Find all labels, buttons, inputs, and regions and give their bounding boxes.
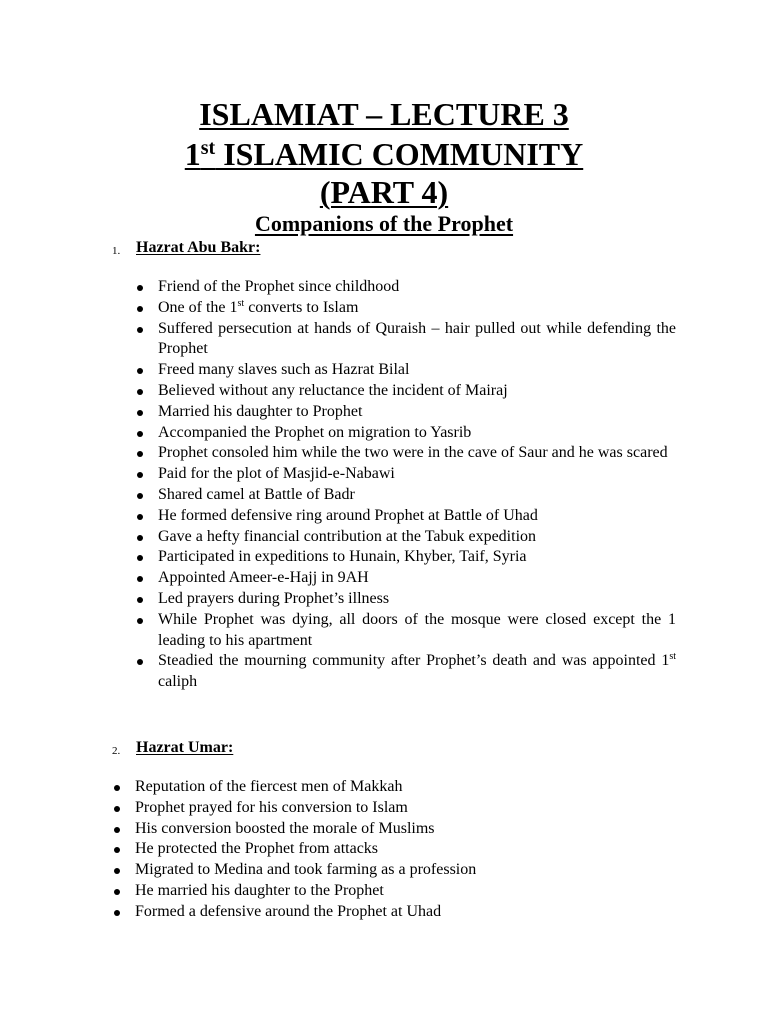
section-title: Hazrat Umar: bbox=[136, 739, 234, 756]
bullet-dot-icon bbox=[114, 827, 120, 833]
bullet-dot-icon bbox=[137, 389, 143, 395]
bullet-dot-icon bbox=[137, 368, 143, 374]
bullet-dot-icon bbox=[137, 431, 143, 437]
bullet-dot-icon bbox=[137, 327, 143, 333]
bullet-dot-icon bbox=[114, 847, 120, 853]
section-title: Hazrat Abu Bakr: bbox=[136, 239, 261, 256]
list-item-text: Believed without any reluctance the incident of Mairaj bbox=[158, 381, 508, 399]
list-item-text: Freed many slaves such as Hazrat Bilal bbox=[158, 361, 410, 379]
list-item-text: Appointed Ameer-e-Hajj in 9AH bbox=[158, 569, 369, 587]
list-item bbox=[0, 319, 676, 361]
list-item bbox=[0, 464, 676, 485]
list-item bbox=[0, 839, 676, 860]
list-item-text-post: caliph bbox=[158, 673, 198, 691]
list-item-text: He protected the Prophet from attacks bbox=[135, 840, 379, 858]
list-item-text-pre: Steadied the mourning community after Prophet’s death and was appointed 1 bbox=[158, 652, 670, 670]
list-item-text: Suffered persecution at hands of Quraish – hair pulled out while defending the Prophet bbox=[158, 319, 676, 358]
list-item bbox=[0, 402, 676, 423]
bullet-dot-icon bbox=[137, 514, 143, 520]
ordinal-suffix: st bbox=[237, 297, 245, 309]
section-number: 1. bbox=[112, 245, 121, 257]
list-item bbox=[0, 777, 676, 798]
list-item-text: Formed a defensive around the Prophet at Uhad bbox=[135, 902, 442, 920]
abu-bakr-bullet-list bbox=[0, 277, 676, 693]
list-item-text: Shared camel at Battle of Badr bbox=[158, 485, 355, 503]
list-item bbox=[0, 485, 676, 506]
bullet-dot-icon bbox=[137, 285, 143, 291]
list-item bbox=[0, 881, 676, 902]
list-item-text: Prophet consoled him while the two were in the cave of Saur and he was scared bbox=[158, 444, 668, 462]
list-item bbox=[0, 277, 676, 298]
list-item-text: He formed defensive ring around Prophet at Battle of Uhad bbox=[158, 506, 538, 524]
title-line-2 bbox=[0, 136, 768, 172]
list-item bbox=[0, 902, 676, 923]
bullet-dot-icon bbox=[137, 493, 143, 499]
title-rest: ISLAMIC COMMUNITY bbox=[215, 136, 584, 172]
list-item bbox=[0, 547, 676, 568]
list-item-text: Paid for the plot of Masjid-e-Nabawi bbox=[158, 465, 395, 483]
bullet-dot-icon bbox=[137, 410, 143, 416]
bullet-dot-icon bbox=[137, 597, 143, 603]
bullet-dot-icon bbox=[137, 576, 143, 582]
page-subtitle: Companions of the Prophet bbox=[254, 211, 514, 236]
umar-bullet-list bbox=[0, 777, 676, 923]
list-item-text-pre: One of the 1 bbox=[158, 298, 238, 316]
bullet-dot-icon bbox=[114, 910, 120, 916]
list-item-text bbox=[158, 298, 676, 319]
list-item bbox=[0, 423, 676, 444]
list-item bbox=[0, 819, 676, 840]
list-item-text: Prophet prayed for his conversion to Islam bbox=[135, 798, 408, 816]
list-item bbox=[0, 381, 676, 402]
list-item bbox=[0, 798, 676, 819]
list-item bbox=[0, 568, 676, 589]
list-item-text: While Prophet was dying, all doors of the mosque were closed except the 1 leading to his apartment bbox=[158, 610, 676, 649]
list-item-text: Participated in expeditions to Hunain, Khyber, Taif, Syria bbox=[158, 548, 527, 566]
list-item bbox=[0, 298, 676, 319]
list-item-text: Friend of the Prophet since childhood bbox=[158, 278, 400, 295]
list-item-text: Migrated to Medina and took farming as a profession bbox=[135, 861, 477, 879]
list-item bbox=[0, 506, 676, 527]
bullet-dot-icon bbox=[137, 535, 143, 541]
list-item-text-post: converts to Islam bbox=[244, 298, 359, 316]
section-number: 2. bbox=[112, 745, 121, 757]
bullet-dot-icon bbox=[114, 806, 120, 812]
ordinal-suffix: st bbox=[669, 651, 676, 663]
list-item-text bbox=[158, 651, 676, 693]
list-item-text: His conversion boosted the morale of Muslims bbox=[135, 819, 435, 837]
bullet-dot-icon bbox=[137, 306, 143, 312]
title-ordinal: 1 bbox=[184, 136, 201, 172]
list-item bbox=[0, 589, 676, 610]
bullet-dot-icon bbox=[137, 451, 143, 457]
bullet-dot-icon bbox=[137, 659, 143, 665]
list-item-text: Led prayers during Prophet’s illness bbox=[158, 589, 390, 607]
title-line-3: (PART 4) bbox=[319, 174, 449, 210]
bullet-dot-icon bbox=[114, 868, 120, 874]
bullet-dot-icon bbox=[114, 889, 120, 895]
bullet-dot-icon bbox=[137, 618, 143, 624]
list-item-text: Reputation of the fiercest men of Makkah bbox=[135, 778, 403, 795]
list-item-text: Accompanied the Prophet on migration to Yasrib bbox=[158, 423, 472, 441]
bullet-dot-icon bbox=[137, 555, 143, 561]
list-item-text: Married his daughter to Prophet bbox=[158, 402, 363, 420]
list-item bbox=[0, 360, 676, 381]
title-ordinal-suffix: st bbox=[200, 137, 216, 159]
bullet-dot-icon bbox=[114, 785, 120, 791]
bullet-dot-icon bbox=[137, 472, 143, 478]
list-item-text: He married his daughter to the Prophet bbox=[135, 881, 384, 899]
title-line-1: ISLAMIAT – LECTURE 3 bbox=[199, 96, 569, 132]
list-item bbox=[0, 443, 676, 464]
list-item bbox=[0, 527, 676, 548]
list-item bbox=[0, 610, 676, 652]
list-item-text: Gave a hefty financial contribution at the Tabuk expedition bbox=[158, 527, 537, 545]
list-item bbox=[0, 651, 676, 693]
list-item bbox=[0, 860, 676, 881]
